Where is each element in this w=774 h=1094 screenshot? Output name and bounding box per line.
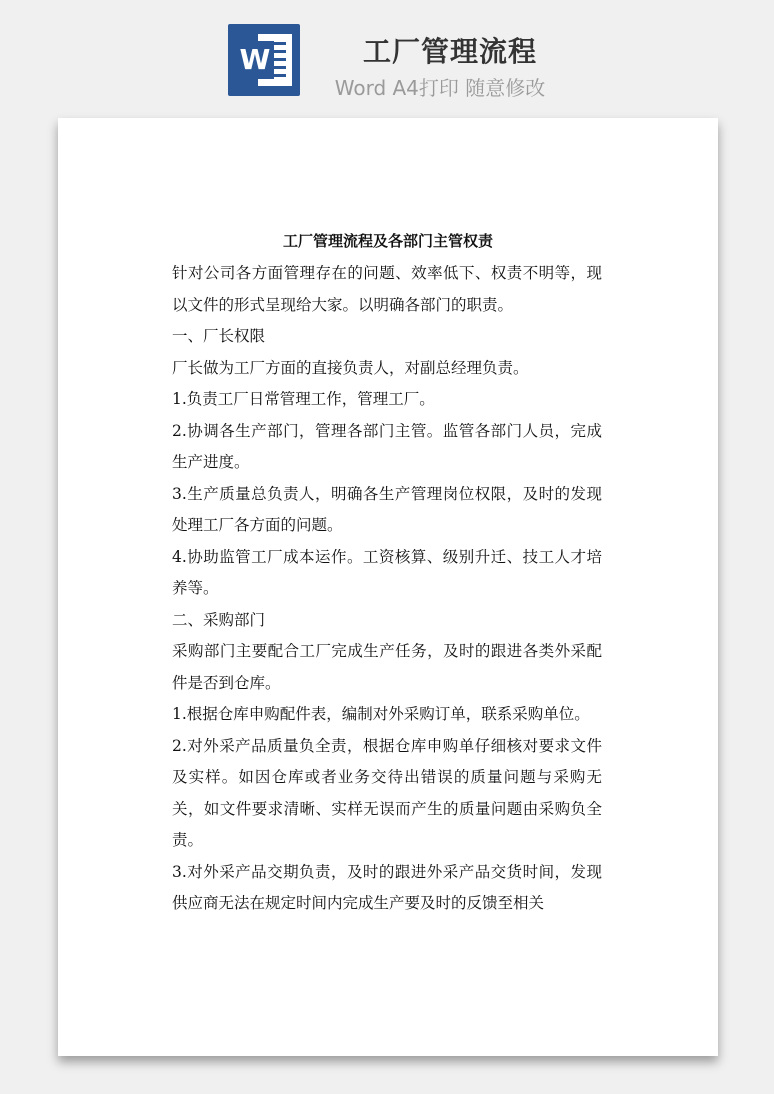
- list-item: 2.对外采产品质量负全责，根据仓库申购单仔细核对要求文件及实样。如因仓库或者业务交待出错误的质量问题与采购无关，如文件要求清晰、实样无误而产生的质量问题由采购负全责。: [172, 736, 602, 849]
- list-item: 1.根据仓库申购配件表，编制对外采购订单，联系采购单位。: [172, 705, 590, 723]
- document-body: [172, 258, 602, 920]
- section-heading: 二、采购部门: [172, 610, 266, 629]
- page-title: 工厂管理流程: [362, 35, 537, 68]
- section-heading: 一、厂长权限: [172, 327, 266, 345]
- list-item: 2.协调各生产部门，管理各部门主管。监管各部门人员，完成生产进度。: [172, 421, 602, 471]
- document-heading: 工厂管理流程及各部门主管权责: [282, 232, 493, 250]
- word-icon: [228, 24, 300, 96]
- paragraph: 厂长做为工厂方面的直接负责人，对副总经理负责。: [172, 358, 529, 377]
- list-item: 4.协助监管工厂成本运作。工资核算、级别升迁、技工人才培养等。: [172, 547, 602, 597]
- list-item: 3.对外采产品交期负责，及时的跟进外采产品交货时间，发现供应商无法在规定时间内完成生产要及时的反馈至相关: [172, 862, 602, 912]
- paragraph: 针对公司各方面管理存在的问题、效率低下、权责不明等，现以文件的形式呈现给大家。以明确各部门的职责。: [172, 264, 602, 314]
- header: [0, 0, 774, 110]
- word-icon-letter: W: [236, 41, 274, 79]
- document-page: [58, 118, 718, 1056]
- paragraph: 采购部门主要配合工厂完成生产任务，及时的跟进各类外采配件是否到仓库。: [172, 642, 602, 692]
- page-subtitle: Word A4打印 随意修改: [334, 76, 546, 100]
- list-item: 1.负责工厂日常管理工作，管理工厂。: [172, 390, 435, 408]
- list-item: 3.生产质量总负责人，明确各生产管理岗位权限，及时的发现处理工厂各方面的问题。: [172, 484, 602, 534]
